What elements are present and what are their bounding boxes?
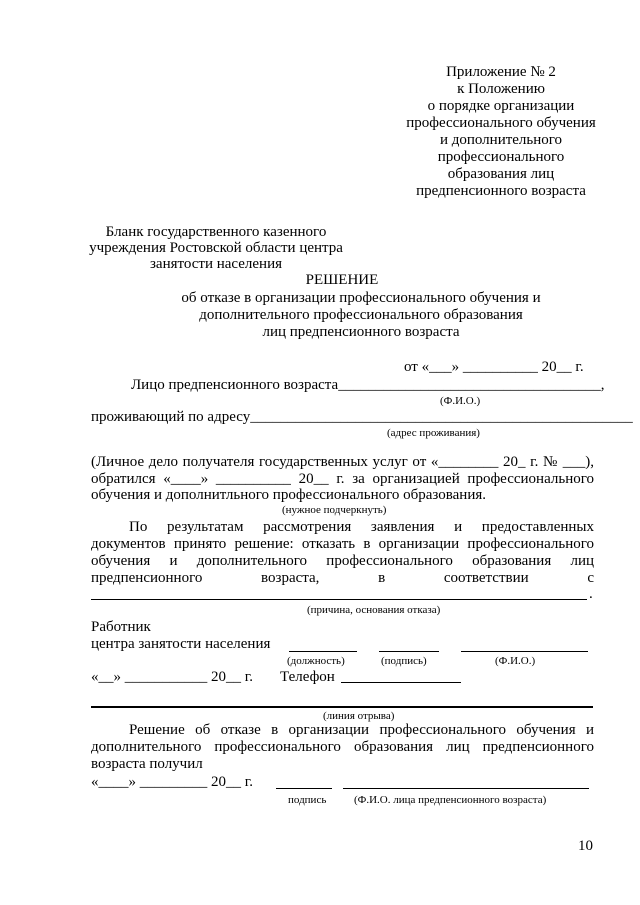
document-subtitle-line: об отказе в организации профессионального обучения и [181,290,541,306]
appendix-line: Приложение № 2 [446,64,556,80]
letterhead-line: учреждения Ростовской области центра [89,240,343,256]
receipt-text-line: возраста получил [91,756,203,772]
decision-text-line: документов принято решение: отказать в организации профессионального [91,536,594,552]
position-field-line [289,651,357,652]
decision-text-line: обучения и дополнительного профессионального образования лиц [91,553,594,569]
letterhead-line: занятости населения [149,256,282,272]
worker-date-field: «__» ___________ 20__ г. [91,669,253,685]
appendix-line: предпенсионного возраста [416,183,586,199]
worker-fio-field-line [461,651,588,652]
reason-caption: (причина, основания отказа) [307,604,441,616]
phone-label: Телефон [280,669,335,685]
appendix-line: образования лиц [447,166,555,182]
received-date-field: «____» _________ 20__ г. [91,774,253,790]
appendix-line: о порядке организации [427,98,575,114]
page-number: 10 [578,838,593,854]
decision-text-line: По результатам рассмотрения заявления и предоставленных [129,519,594,535]
appendix-line: и дополнительного [439,132,563,148]
phone-field-line [341,682,461,683]
received-fio-line [343,788,589,789]
decision-date-field: от «___» __________ 20__ г. [404,359,584,375]
reason-end-period: . [589,586,593,602]
person-name-field: Лицо предпенсионного возраста___________________________________, [131,377,605,393]
worker-fio-caption: (Ф.И.О.) [495,655,536,667]
address-field: проживающий по адресу___________________________________________________ [91,409,633,425]
worker-label: Работник [91,619,151,635]
document-subtitle-line: дополнительного профессионального образования [199,307,523,323]
receipt-text-line: Решение об отказе в организации профессионального обучения и [129,722,594,738]
signature-field-line [379,651,439,652]
signature-caption: (подпись) [381,655,427,667]
position-caption: (должность) [287,655,345,667]
application-text-line: обучения и дополнитльного профессионального образования. [91,487,487,503]
application-text-line: (Личное дело получателя государственных услуг от «________ 20_ г. № ___), [91,454,594,470]
appendix-line: профессионального обучения [406,115,596,131]
reason-field-line [91,599,587,600]
underline-note: (нужное подчеркнуть) [282,504,387,516]
cut-line [91,706,593,708]
received-signature-caption: подпись [288,794,327,806]
decision-text-line: предпенсионного возраста, в соответствии с [91,570,594,586]
received-signature-line [276,788,332,789]
application-text-line: обратился «____» __________ 20__ г. за организацией профессионального [91,471,594,487]
receipt-text-line: дополнительного профессионального образования лиц предпенсионного [91,739,594,755]
person-name-caption: (Ф.И.О.) [440,395,481,407]
appendix-line: к Положению [457,81,545,97]
document-subtitle-line: лиц предпенсионного возраста [262,324,460,340]
center-label: центра занятости населения [91,636,271,652]
document-title: РЕШЕНИЕ [305,272,379,288]
cut-caption: (линия отрыва) [323,710,395,722]
received-fio-caption: (Ф.И.О. лица предпенсионного возраста) [354,794,547,806]
appendix-line: профессионального [437,149,565,165]
address-caption: (адрес проживания) [387,427,480,439]
letterhead-line: Бланк государственного казенного [105,224,327,240]
